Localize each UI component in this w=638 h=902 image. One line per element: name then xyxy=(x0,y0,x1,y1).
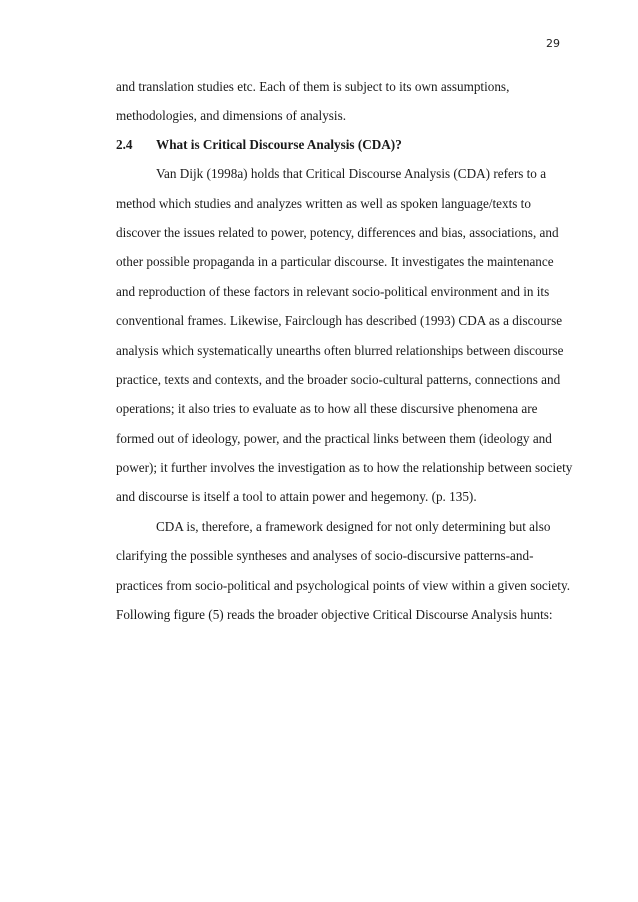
text-line: method which studies and analyzes written as well as spoken language/texts to xyxy=(116,196,531,211)
text-line: and discourse is itself a tool to attain power and hegemony. (p. 135). xyxy=(116,489,477,504)
text-line: Following figure (5) reads the broader objective Critical Discourse Analysis hunts: xyxy=(116,607,553,622)
text-line: practices from socio-political and psychological points of view within a given society. xyxy=(116,578,570,593)
text-line: practice, texts and contexts, and the broader socio-cultural patterns, connections and xyxy=(116,372,561,387)
section-number: 2.4 xyxy=(116,137,133,152)
text-line: other possible propaganda in a particular discourse. It investigates the maintenance xyxy=(116,254,554,269)
text-line: methodologies, and dimensions of analysis. xyxy=(116,108,347,123)
text-line: clarifying the possible syntheses and analyses of socio-discursive patterns-and- xyxy=(116,548,534,563)
text-line: operations; it also tries to evaluate as to how all these discursive phenomena are xyxy=(116,401,538,416)
text-line: CDA is, therefore, a framework designed for not only determining but also xyxy=(156,519,551,534)
text-line: formed out of ideology, power, and the practical links between them (ideology and xyxy=(116,431,552,446)
text-line: and reproduction of these factors in relevant socio-political environment and in its xyxy=(116,284,550,299)
section-title: What is Critical Discourse Analysis (CDA)? xyxy=(156,137,402,152)
text-line: conventional frames. Likewise, Fairclough has described (1993) CDA as a discourse xyxy=(116,313,563,328)
page-number: 29 xyxy=(546,37,560,50)
text-line: and translation studies etc. Each of them is subject to its own assumptions, xyxy=(116,79,510,94)
text-line: analysis which systematically unearths often blurred relationships between discourse xyxy=(116,343,564,358)
text-line: power); it further involves the investigation as to how the relationship between society xyxy=(116,460,573,475)
text-line: Van Dijk (1998a) holds that Critical Discourse Analysis (CDA) refers to a xyxy=(156,166,547,181)
text-line: discover the issues related to power, potency, differences and bias, associations, and xyxy=(116,225,559,240)
